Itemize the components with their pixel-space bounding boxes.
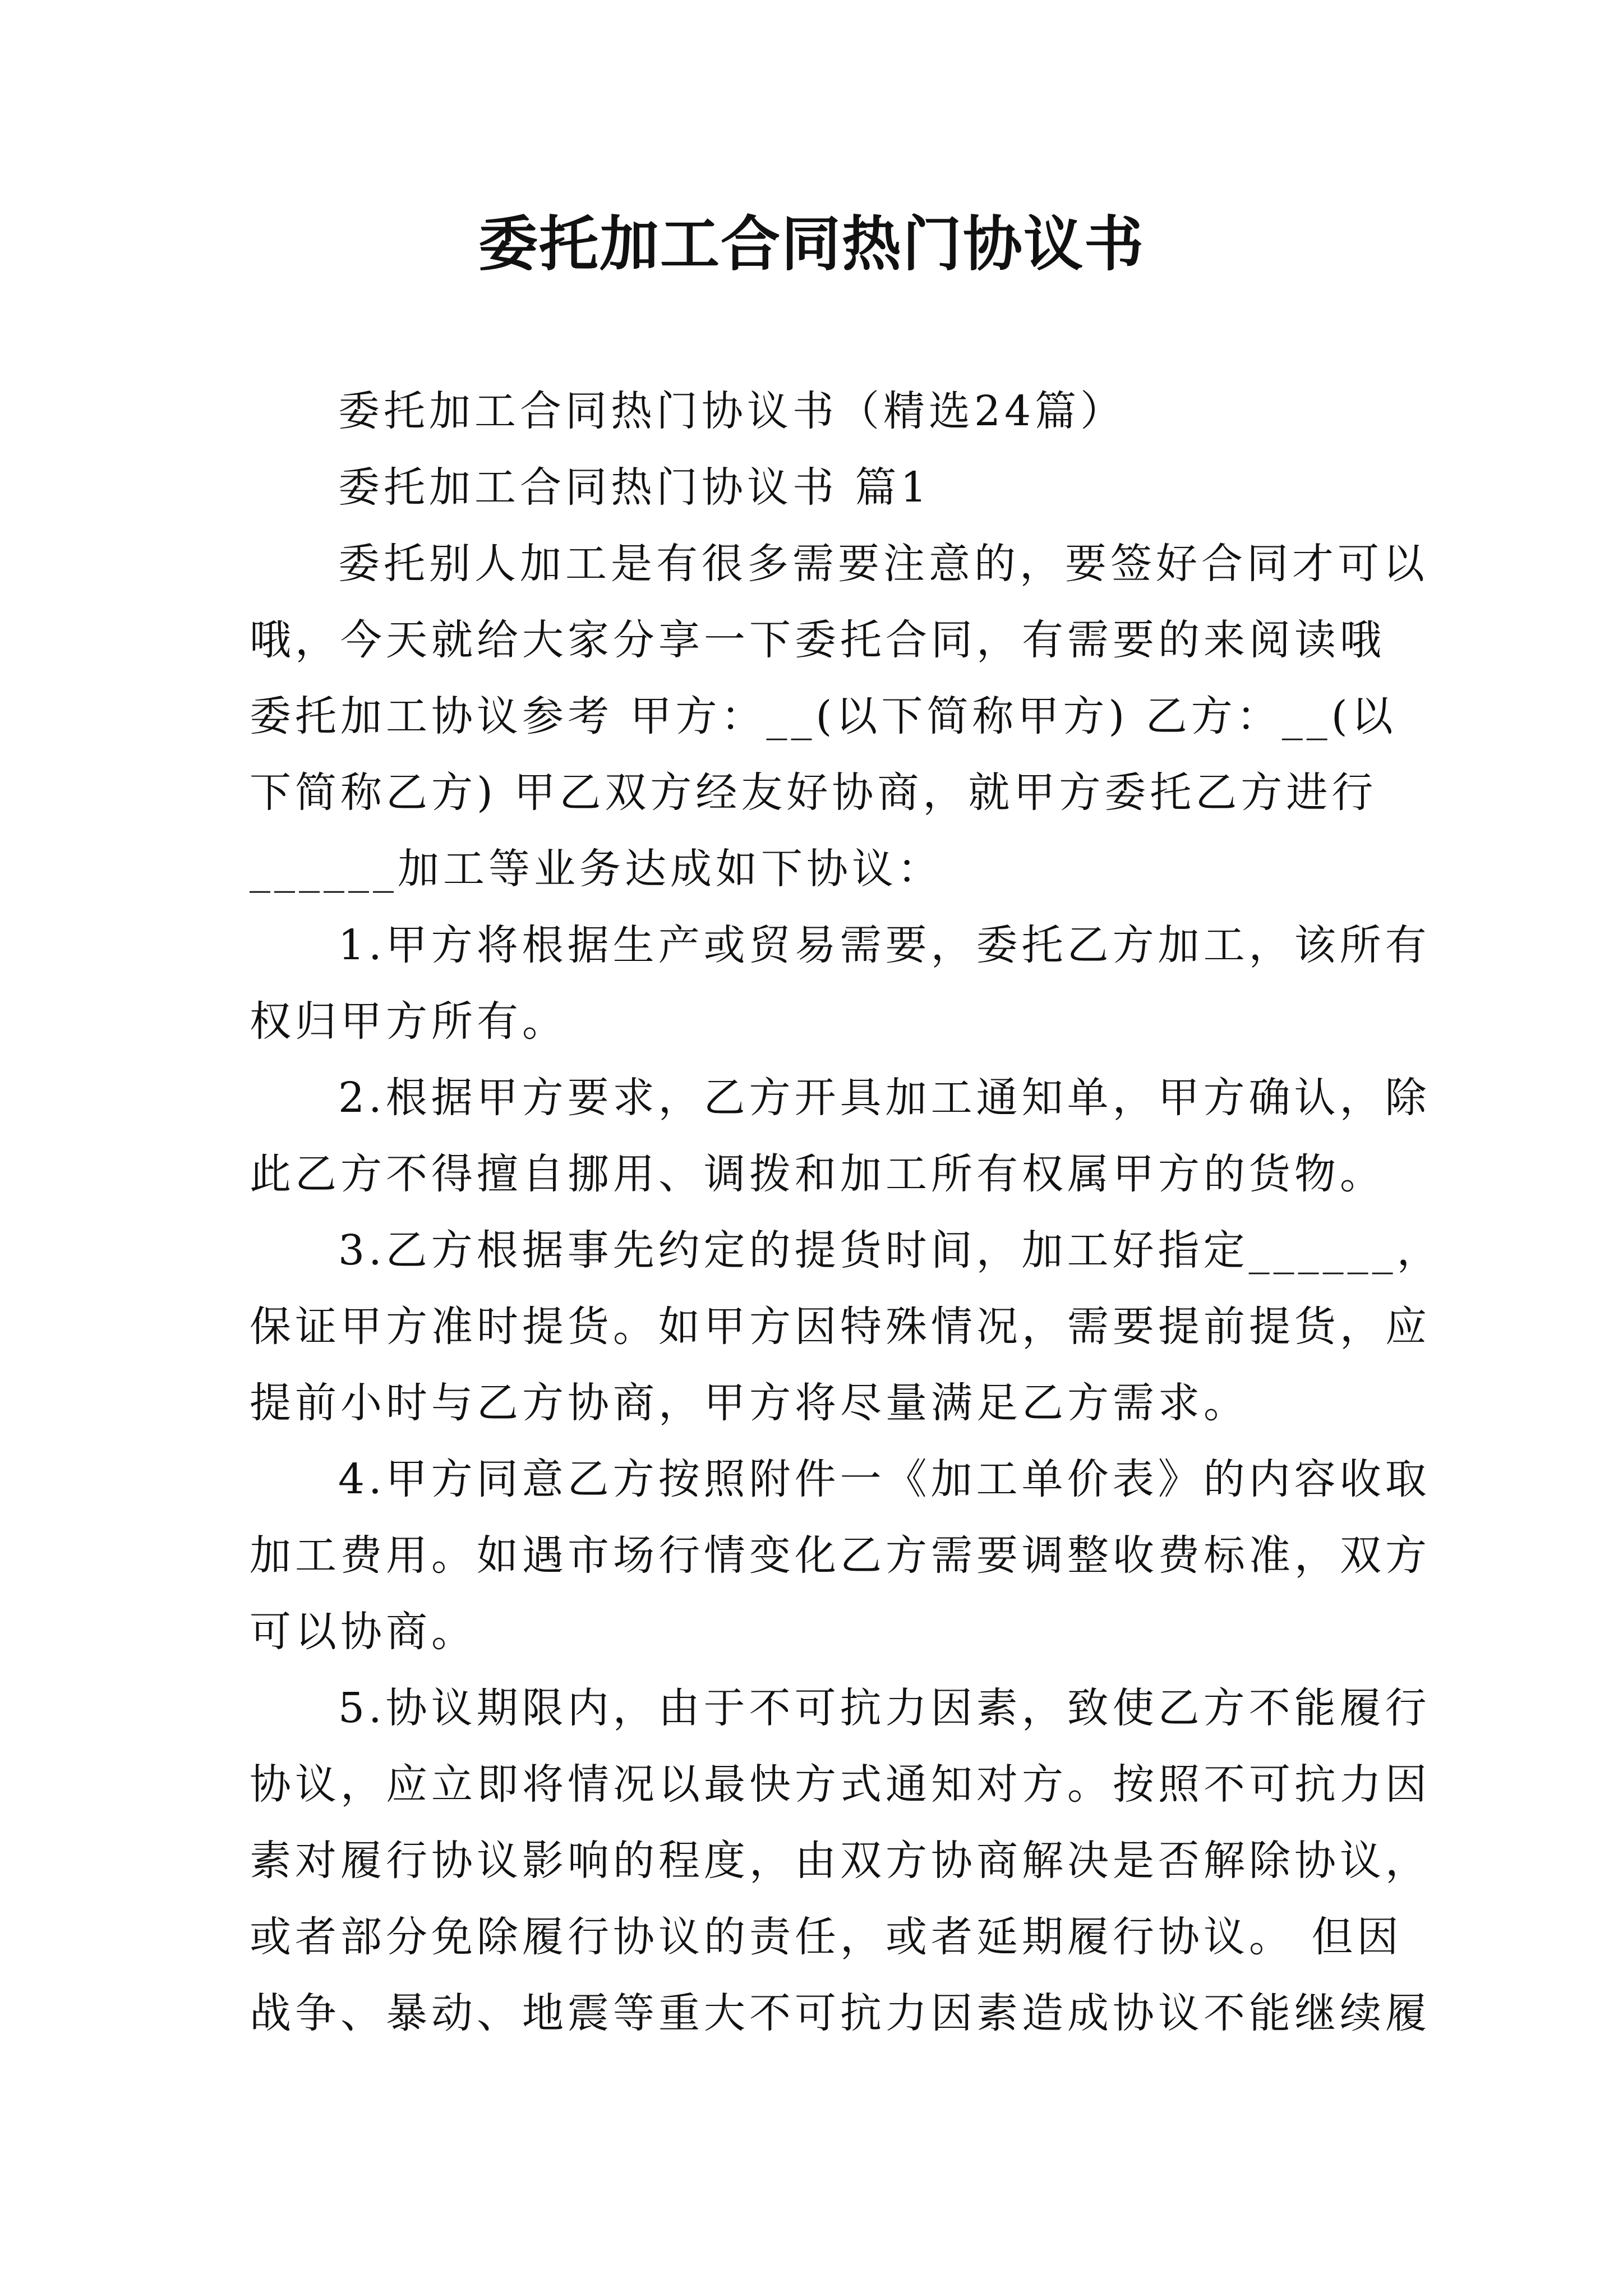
text-line-16: 加工费用。如遇市场行情变化乙方需要调整收费标准，双方	[250, 1531, 1431, 1580]
text-line-1: 委托加工合同热门协议书（精选24篇）	[338, 387, 1126, 435]
text-line-22: 战争、暴动、地震等重大不可抗力因素造成协议不能继续履	[250, 1989, 1431, 2037]
text-line-21: 或者部分免除履行协议的责任，或者延期履行协议。 但因	[250, 1913, 1403, 1961]
text-line-6: 下简称乙方) 甲乙双方经友好协商，就甲方委托乙方进行	[250, 769, 1377, 817]
text-line-13: 保证甲方准时提货。如甲方因特殊情况，需要提前提货，应	[250, 1303, 1431, 1351]
text-line-4: 哦，今天就给大家分享一下委托合同，有需要的来阅读哦	[250, 616, 1385, 664]
text-line-15: 4.甲方同意乙方按照附件一《加工单价表》的内容收取	[338, 1455, 1431, 1503]
text-line-19: 协议，应立即将情况以最快方式通知对方。按照不可抗力因	[250, 1760, 1431, 1809]
text-line-17: 可以协商。	[250, 1608, 477, 1656]
text-line-20: 素对履行协议影响的程度，由双方协商解决是否解除协议，	[250, 1837, 1431, 1885]
text-line-14: 提前小时与乙方协商，甲方将尽量满足乙方需求。	[250, 1379, 1249, 1427]
text-line-10: 2.根据甲方要求，乙方开具加工通知单，甲方确认，除	[338, 1074, 1431, 1122]
text-line-2: 委托加工合同热门协议书 篇1	[338, 463, 931, 512]
text-line-9: 权归甲方所有。	[250, 997, 568, 1046]
text-line-5: 委托加工协议参考 甲方：__(以下简称甲方) 乙方：__(以	[250, 692, 1397, 740]
text-line-11: 此乙方不得擅自挪用、调拨和加工所有权属甲方的货物。	[250, 1150, 1385, 1198]
text-line-3: 委托别人加工是有很多需要注意的，要签好合同才可以	[338, 540, 1428, 588]
text-line-12: 3.乙方根据事先约定的提货时间，加工好指定______，	[338, 1226, 1442, 1274]
text-line-8: 1.甲方将根据生产或贸易需要，委托乙方加工，该所有	[338, 921, 1431, 969]
text-line-7: ______加工等业务达成如下协议：	[250, 845, 943, 893]
text-line-18: 5.协议期限内，由于不可抗力因素，致使乙方不能履行	[338, 1684, 1431, 1732]
document-body	[250, 373, 1442, 2051]
document-title: 委托加工合同热门协议书	[478, 209, 1145, 279]
